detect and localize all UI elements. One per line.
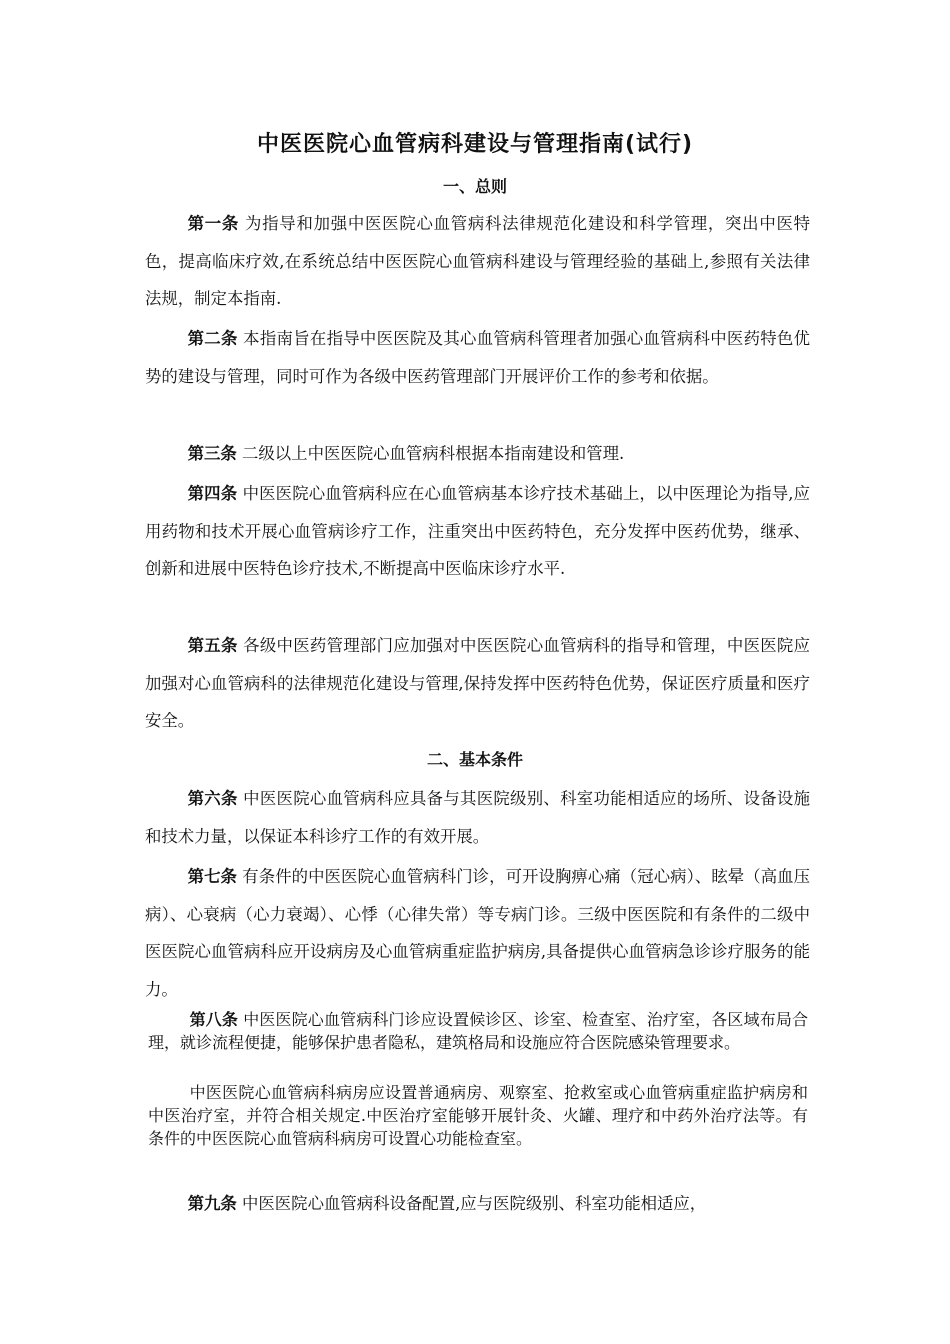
article-8-paragraph-2	[148, 1081, 808, 1150]
article-text: 各级中医药管理部门应加强对中医医院心血管病科的指导和管理，中医医院应加强对心血管病科的法律规范化建设与管理,保持发挥中医药特色优势，保证医疗质量和医疗安全。	[145, 636, 810, 730]
article-label: 第二条	[187, 329, 238, 348]
article-8	[148, 1008, 808, 1054]
article-text: 中医医院心血管病科设备配置,应与医院级别、科室功能相适应，	[236, 1194, 707, 1213]
article-label: 第四条	[187, 484, 238, 503]
article-text: 本指南旨在指导中医医院及其心血管病科管理者加强心血管病科中医药特色优势的建设与管理，同时可作为各级中医药管理部门开展评价工作的参考和依据。	[145, 329, 810, 386]
chapter-heading-basic-conditions: 二、基本条件	[426, 750, 523, 769]
article-1	[145, 205, 810, 318]
article-4	[145, 475, 810, 588]
article-label: 第七条	[187, 867, 237, 886]
article-label: 第九条	[187, 1194, 237, 1213]
article-3	[145, 435, 810, 473]
article-9	[145, 1185, 810, 1223]
article-label: 第三条	[187, 444, 237, 463]
article-6	[145, 780, 810, 855]
chapter-heading-general: 一、总则	[442, 177, 507, 196]
article-text: 为指导和加强中医医院心血管病科法律规范化建设和科学管理，突出中医特色，提高临床疗效,在系统总结中医医院心血管病科建设与管理经验的基础上,参照有关法律法规，制定本指南.	[145, 214, 810, 308]
article-label: 第五条	[187, 636, 238, 655]
article-text: 中医医院心血管病科病房应设置普通病房、观察室、抢救室或心血管病重症监护病房和中医治疗室，并符合相关规定.中医治疗室能够开展针灸、火罐、理疗和中药外治疗法等。有条件的中医医院心血管病科病房可设置心功能检查室。	[148, 1083, 808, 1148]
article-label: 第一条	[187, 214, 240, 233]
article-text: 中医医院心血管病科应在心血管病基本诊疗技术基础上，以中医理论为指导,应用药物和技术开展心血管病诊疗工作，注重突出中医药特色，充分发挥中医药优势，继承、创新和进展中医特色诊疗技术,不断提高中医临床诊疗水平.	[145, 484, 810, 578]
article-label: 第六条	[187, 789, 238, 808]
article-2	[145, 320, 810, 395]
article-5	[145, 627, 810, 740]
article-text: 中医医院心血管病科应具备与其医院级别、科室功能相适应的场所、设备设施和技术力量，以保证本科诊疗工作的有效开展。	[145, 789, 810, 846]
document-title: 中医医院心血管病科建设与管理指南(试行)	[256, 132, 694, 157]
article-text: 中医医院心血管病科门诊应设置候诊区、诊室、检查室、治疗室，各区域布局合理，就诊流程便捷，能够保护患者隐私，建筑格局和设施应符合医院感染管理要求。	[148, 1010, 808, 1052]
article-text: 二级以上中医医院心血管病科根据本指南建设和管理.	[236, 444, 625, 463]
article-label: 第八条	[189, 1010, 239, 1029]
article-text: 有条件的中医医院心血管病科门诊，可开设胸痹心痛（冠心病）、眩晕（高血压病）、心衰病（心力衰竭）、心悸（心律失常）等专病门诊。三级中医医院和有条件的二级中医医院心血管病科应开设病房及心血管病重症监护病房,具备提供心血管病急诊诊疗服务的能力。	[145, 867, 810, 999]
article-7	[145, 858, 810, 1008]
